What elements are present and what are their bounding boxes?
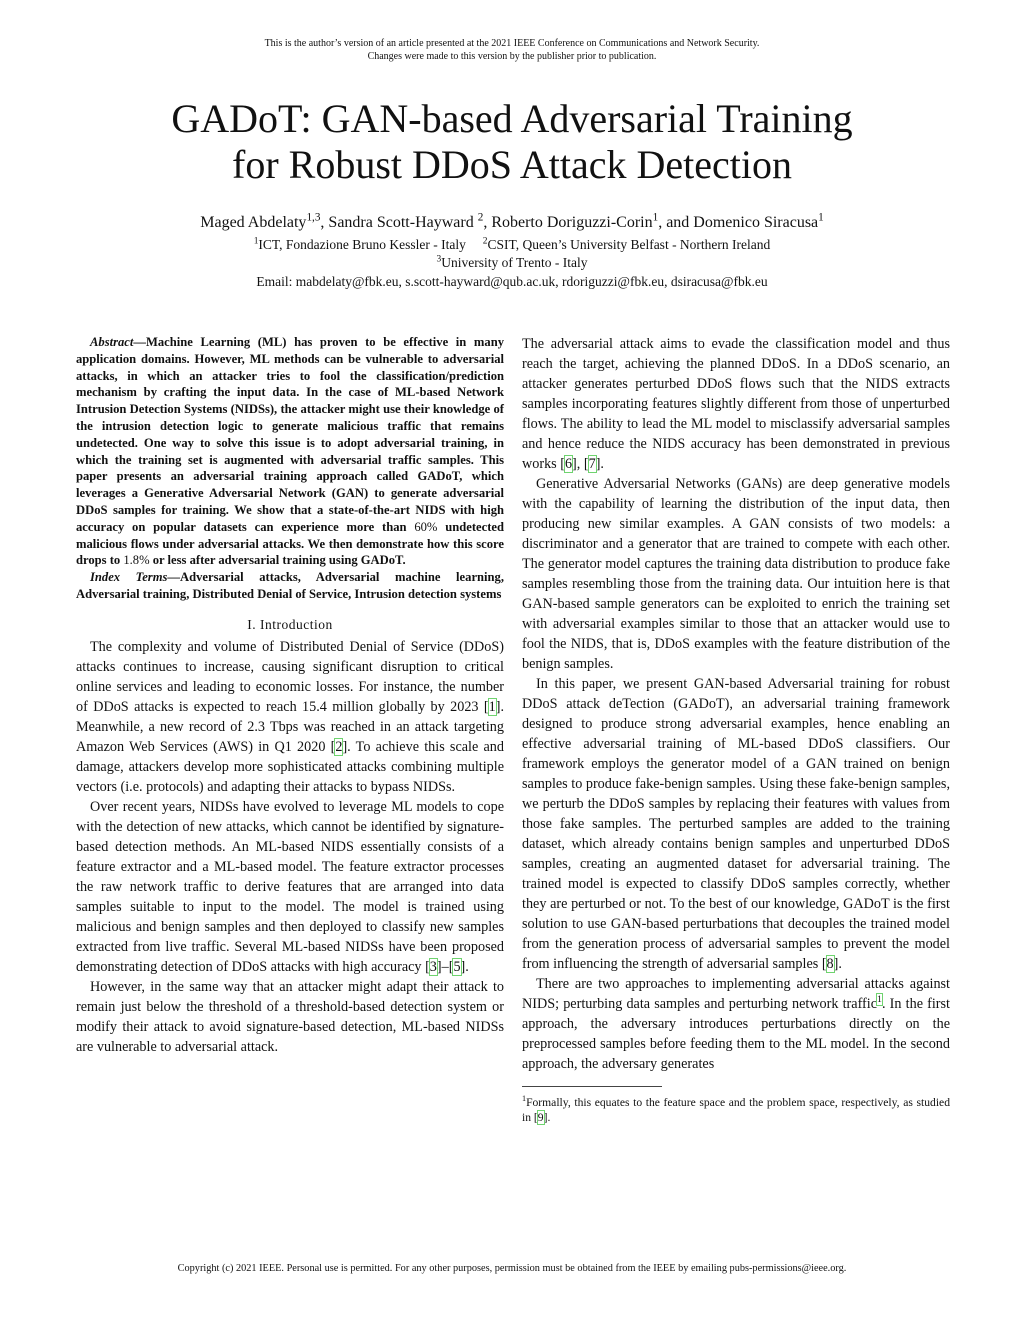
affiliations-line-2 bbox=[0, 254, 1024, 272]
left-column bbox=[76, 334, 504, 1057]
footnote-text-b: ]. bbox=[543, 1111, 551, 1124]
intro-p2-text-b: ]–[ bbox=[436, 958, 454, 975]
right-p3-text-a: In this paper, we present GAN-based Adversarial training for robust DDoS attack deTection (GADoT), an adversarial training framework designed to produce strong adversarial examples, hence enabling an effective adversarial training of ML-based DDoS classifiers. Our framework employs the generator model of a GAN trained on benign samples to produce fake-benign samples. Using these fake-benign samples, we perturb the DDoS samples by replacing their features with values from those fake samples. The perturbed samples are added to the training dataset, which already contains benign samples and unperturbed DDoS samples, creating an augmented dataset for adversarial training. The trained model is expected to classify DDoS samples correctly, whether they are perturbed or not. To the best of our knowledge, GADoT is the first solution to use GAN-based perturbations that decouples the trained model from the generation process of adversarial samples to prevent the model from influencing the strength of adversarial samples [ bbox=[522, 676, 950, 972]
right-paragraph-1 bbox=[522, 334, 950, 474]
intro-paragraph-2 bbox=[76, 797, 504, 977]
index-terms bbox=[76, 569, 504, 603]
right-paragraph-4 bbox=[522, 974, 950, 1074]
author-list bbox=[0, 213, 1024, 233]
author-2-name: , Sandra Scott-Hayward bbox=[320, 214, 478, 231]
citation-link[interactable]: 8 bbox=[826, 956, 834, 972]
author-4-affil: 1 bbox=[818, 211, 824, 224]
abstract bbox=[76, 334, 504, 569]
abstract-text-a: —Machine Learning (ML) has proven to be effective in many application domains. However, ML methods can be vulnerable to adversarial attacks, in which an attacker tries to fool the classification/prediction mechanism by crafting the input data. In the case of ML-based Network Intrusion Detection Systems (NIDSs), the attacker might use their knowledge of the intrusion detection logic to generate malicious traffic that remains undetected. One way to solve this issue is to adopt adversarial training, in which the training set is augmented with adversarial traffic samples. This paper presents an adversarial training approach called GADoT, which leverages a Generative Adversarial Network (GAN) to generate adversarial DDoS samples for training. We show that a state-of-the-art NIDS with high accuracy on popular datasets can experience more than bbox=[76, 335, 504, 534]
author-2-affil: 2 bbox=[477, 211, 484, 224]
paper-title bbox=[0, 96, 1024, 188]
right-p4-text-a: There are two approaches to implementing adversarial attacks against NIDS; perturbing data samples and perturbing network traffic bbox=[522, 976, 950, 1012]
intro-p1-text-c: ]. To achieve this scale and damage, attackers develop more sophisticated attacks combining multiple vectors (i.e. protocols) and adapting their attacks to bypass NIDSs. bbox=[76, 738, 504, 795]
citation-link[interactable]: 2 bbox=[335, 738, 343, 755]
index-terms-label: Index Terms bbox=[90, 570, 168, 585]
right-paragraph-3 bbox=[522, 674, 950, 974]
citation-link[interactable]: 3 bbox=[429, 958, 437, 975]
author-1-name: Maged Abdelaty bbox=[200, 214, 307, 231]
affil-3-mark: 3 bbox=[436, 254, 442, 265]
arxiv-sidebar bbox=[30, 360, 66, 940]
citation-link[interactable]: 5 bbox=[453, 958, 461, 975]
affil-3-text: University of Trento - Italy bbox=[441, 255, 588, 270]
footnote bbox=[522, 1095, 950, 1125]
title-line-1: GADoT: GAN-based Adversarial Training bbox=[171, 96, 853, 141]
intro-p2-text-c: ]. bbox=[460, 958, 469, 975]
abstract-text-b: undetected malicious flows under adversarial attacks. We then demonstrate how this score drops to bbox=[76, 519, 504, 568]
intro-p1-text-b: ]. Meanwhile, a new record of 2.3 Tbps was reached in an attack targeting Amazon Web Services (AWS) in Q1 2020 [ bbox=[76, 698, 504, 755]
abstract-text-c: or less after adversarial training using GADoT. bbox=[149, 553, 406, 568]
intro-p2-text-a: Over recent years, NIDSs have evolved to leverage ML models to cope with the detection of new attacks, which cannot be identified by signature-based detection methods. An ML-based NIDS essentially consists of a feature extractor and a ML-based model. The feature extractor processes the raw network traffic to derive features that are arranged into data samples suitable to input to the model. The model is trained using malicious and benign samples and then deployed to classify new samples extracted from live traffic. Several ML-based NIDSs have been proposed demonstrating detection of DDoS attacks with high accuracy [ bbox=[76, 798, 504, 975]
intro-paragraph-1 bbox=[76, 637, 504, 797]
index-terms-text: —Adversarial attacks, Adversarial machine learning, Adversarial training, Distributed Denial of Service, Intrusion detection systems bbox=[76, 570, 504, 601]
citation-link[interactable]: 6 bbox=[564, 456, 573, 472]
author-3-affil: 1 bbox=[652, 211, 659, 224]
abstract-value-1: 60% bbox=[414, 519, 438, 534]
email-line: Email: mabdelaty@fbk.eu, s.scott-hayward@qub.ac.uk, rdoriguzzi@fbk.eu, dsiracusa@fbk.eu bbox=[256, 274, 768, 289]
right-p1-text-c: ]. bbox=[595, 456, 604, 472]
notice-line-1: This is the author’s version of an article presented at the 2021 IEEE Conference on Communications and Network Security. bbox=[264, 38, 760, 49]
right-p3-text-b: ]. bbox=[833, 956, 842, 972]
right-column bbox=[522, 334, 950, 1125]
abstract-label: Abstract bbox=[90, 335, 134, 349]
intro-paragraph-3: However, in the same way that an attacker might adapt their attack to remain just below the threshold of a threshold-based detection system or modify their attack to avoid signature-based detection, ML-based NIDSs are vulnerable to adversarial attack. bbox=[76, 978, 504, 1055]
publication-notice bbox=[0, 37, 1024, 63]
footnote-text-a: Formally, this equates to the feature space and the problem space, respectively, as studied in [ bbox=[522, 1096, 950, 1124]
citation-link[interactable]: 1 bbox=[488, 698, 496, 715]
right-p1-text-b: ], [ bbox=[572, 456, 589, 472]
section-heading-introduction: I. Introduction bbox=[247, 616, 333, 632]
footnote-number: 1 bbox=[522, 1094, 527, 1104]
affiliations-line-1 bbox=[0, 236, 1024, 254]
notice-line-2: Changes were made to this version by the publisher prior to publication. bbox=[367, 51, 657, 62]
footnote-divider bbox=[522, 1086, 662, 1087]
author-1-affil: 1,3 bbox=[306, 211, 321, 224]
citation-link[interactable]: 7 bbox=[588, 456, 596, 472]
abstract-value-2: 1.8% bbox=[123, 553, 150, 568]
right-p4-text-b: . In the first approach, the adversary introduces perturbations directly on the preprocessed samples before feeding them to the ML model. In the second approach, the adversary generates bbox=[522, 996, 950, 1072]
copyright-notice: Copyright (c) 2021 IEEE. Personal use is permitted. For any other purposes, permission must be obtained from the IEEE by emailing pubs-permissions@ieee.org. bbox=[177, 1263, 847, 1274]
affil-1-text: ICT, Fondazione Bruno Kessler - Italy bbox=[258, 237, 466, 252]
affil-2-text: CSIT, Queen’s University Belfast - Northern Ireland bbox=[487, 237, 771, 252]
author-4-name: , and Domenico Siracusa bbox=[658, 214, 819, 231]
right-p1-text-a: The adversarial attack aims to evade the classification model and thus reach the target, achieving the planned DDoS. In a DDoS scenario, an attacker generates perturbed DDoS flows such that the NIDS extracts samples incorporating features slightly different from those of unperturbed flows. The ability to lead the ML model to misclassify adversarial samples and hence reduce the NIDS accuracy has been demonstrated in previous works [ bbox=[522, 336, 950, 472]
intro-p1-text-a: The complexity and volume of Distributed Denial of Service (DDoS) attacks continues to increase, causing significant disruption to critical online services and leading to economic losses. For instance, the number of DDoS attacks is expected to reach 15.4 million globally by 2023 [ bbox=[76, 638, 504, 715]
author-3-name: , Roberto Doriguzzi-Corin bbox=[483, 214, 653, 231]
affil-1-mark: 1 bbox=[253, 236, 259, 247]
title-line-2: for Robust DDoS Attack Detection bbox=[232, 142, 792, 187]
affil-2-mark: 2 bbox=[482, 236, 488, 247]
right-paragraph-2: Generative Adversarial Networks (GANs) are deep generative models with the capability of learning the distribution of the input data, then producing new similar examples. A GAN consists of two models: a discriminator and a generator that are trained to compete with each other. The generator model captures the training data distribution to produce fake samples resembling those from the training data. Our intuition here is that GAN-based sample generators can be exploited to enrich the training set with adversarial examples similar to those that an attacker would use to fool the NIDS, that is, DDoS examples with the feature distribution of the benign samples. bbox=[522, 476, 950, 672]
citation-link[interactable]: 9 bbox=[537, 1111, 544, 1124]
footnote-marker[interactable]: 1 bbox=[877, 994, 882, 1006]
